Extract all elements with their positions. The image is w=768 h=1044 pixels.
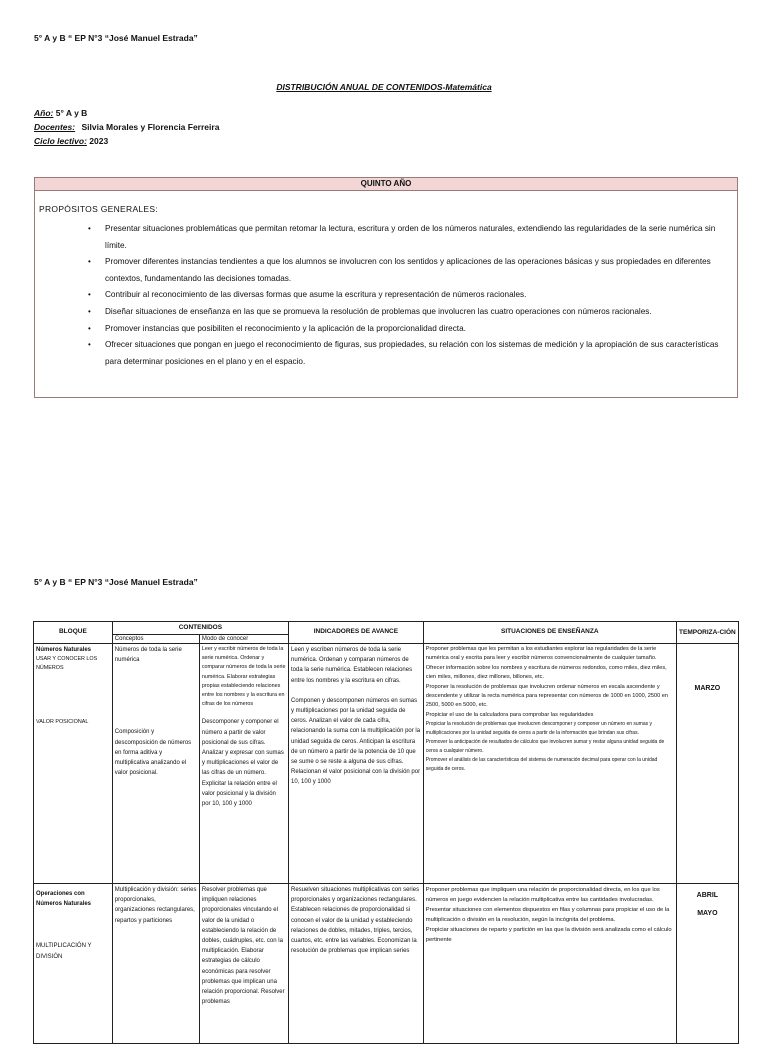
row2-bloque-sub: MULTIPLICACIÓN Y DIVISIÓN [36, 943, 92, 960]
purposes-title: PROPÓSITOS GENERALES: [39, 204, 159, 214]
bullet-icon: • [88, 306, 91, 316]
bullet-icon: • [88, 257, 91, 267]
purpose-item: • Promover diferentes instancias tendientes a que los alumnos se involucren con los sentidos y aplicaciones de las operaciones básicas y sus propiedades en diferentes contextos, fundamentando las decisiones tomadas. [105, 254, 729, 287]
row1-modo: Leer y escribir números de toda la serie numérica. Ordenar y comparar números de toda la serie numérica. Elaborar estrategias propias estableciendo relaciones entre los nombres y la escritura en cifras de los números Descomponer y componer el número a partir de valor posicional de sus cifras. Analizar y expresar con sumas y multiplicaciones el valor de las cifras de un número. Explicitar la relación entre el valor posicional y la división por 10, 100 y 1000 [199, 644, 288, 884]
purpose-item: • Presentar situaciones problemáticas que permitan retomar la lectura, escritura y orden de los números naturales, extendiendo las regularidades de la serie numérica sin límite. [105, 221, 729, 254]
row1-bloque [34, 644, 113, 884]
purpose-item: • Contribuir al reconocimiento de las diversas formas que asume la escritura y representación de números racionales. [105, 287, 729, 304]
teachers-value: Silvia Morales y Florencia Ferreira [81, 122, 220, 132]
row2-situaciones: Proponer problemas que impliquen una relación de proporcionalidad directa, en los que los números en juego evidencien la relación multiplicativa entre las cantidades involucradas. Presentar situaciones con elementos dispuestos en filas y columnas para propiciar el uso de la multiplicación o división en la resolución, según la incógnita del problema. Propiciar situaciones de reparto y partición en las que la división será analizada como el cálculo pertinente [423, 884, 676, 1044]
school-header: 5° A y B “ EP N°3 “José Manuel Estrada” [34, 33, 198, 43]
header-contenidos: CONTENIDOS [112, 622, 288, 635]
purpose-item: • Diseñar situaciones de enseñanza en las que se promueva la resolución de problemas que involucren las cuatro operaciones con números racionales. [105, 304, 729, 321]
purpose-item: • Ofrecer situaciones que pongan en juego el reconocimiento de figuras, sus propiedades, su relación con los sistemas de medición y la apropiación de sus características para determinar posiciones en el plano y en el espacio. [105, 337, 729, 370]
year-heading: QUINTO AÑO [35, 178, 737, 191]
bullet-icon: • [88, 340, 91, 350]
row2-modo: Resolver problemas que impliquen relaciones proporcionales vinculando el valor de la unidad o estableciendo la relación de dobles, cuádruples, etc. con la multiplicación. Elaborar estrategias de cálculo económicas para resolver problemas que implican una relación proporcional. Resolver problemas [199, 884, 288, 1044]
row2-month-1: ABRIL [696, 892, 719, 899]
row2-bloque [34, 884, 113, 1044]
row1-bloque-title: Números Naturales [36, 647, 92, 653]
header-situaciones: SITUACIONES DE ENSEÑANZA [423, 622, 676, 644]
bullet-icon: • [88, 323, 91, 333]
year-label: Año: [34, 108, 54, 118]
school-year-line [34, 136, 108, 146]
purpose-item: • Promover instancias que posibiliten el reconocimiento y la aplicación de la proporcionalidad directa. [105, 321, 729, 338]
teachers-label: Docentes: [34, 122, 76, 132]
year-line [34, 108, 87, 118]
contents-table [33, 621, 739, 1044]
row1-situaciones: Proponer problemas que les permitan a los estudiantes explorar las regularidades de la serie numérica oral y escrita para leer y escribir números convencionalmente de cualquier tamaño. Ofrecer información sobre los nombres y escritura de números redondos, como miles, diez miles, cien miles, millones, diez millones, billones, etc. Proponer la resolución de problemas que involucren ordenar números en escala ascendente y descendente y utilizar la recta numérica para representar con números de 1000 en 1000, 2500 en 2500, 5000 en 5000, etc. Propiciar el uso de la calculadora para comprobar las regularidades Propiciar la resolución de problemas que involucren descomponer y componer un número en sumas y multiplicaciones por la unidad seguida de ceros a partir de la información que brindan sus cifras. Promover la anticipación de resultados de cálculos que involucren sumar y restar alguna unidad seguida de ceros a cualquier número. Promover el análisis de las características del sistema de numeración decimal para operar con la unidad seguida de ceros. [423, 644, 676, 884]
teachers-line [34, 122, 219, 132]
row1-month: MARZO [676, 644, 738, 884]
school-year-value: 2023 [89, 136, 109, 146]
purposes-list [88, 221, 729, 370]
row2-conceptos: Multiplicación y división: series proporcionales, organizaciones rectangulares, repartos y particiones [112, 884, 199, 1044]
row2-months [676, 884, 738, 1044]
row1-bloque-sub: USAR Y CONOCER LOS NÚMEROS [36, 656, 98, 672]
row1-conceptos: Números de toda la serie numérica Composición y descomposición de números en forma aditiva y multiplicativa analizando el valor posicional. [112, 644, 199, 884]
header-temporizacion: TEMPORIZA-CIÓN [676, 622, 738, 644]
bullet-icon: • [88, 224, 91, 233]
row2-indicadores: Resuelven situaciones multiplicativas con series proporcionales y organizaciones rectangulares. Establecen relaciones de proporcionalidad si conocen el valor de la unidad y estableciendo relaciones de dobles, mitades, triples, tercios, cuartos, etc. entre las variables. Economizan la resolución de problemas que implican series [289, 884, 424, 1044]
school-header-second: 5° A y B “ EP N°3 “José Manuel Estrada” [34, 577, 198, 587]
header-bloque: BLOQUE [34, 622, 113, 644]
header-conceptos: Conceptos [112, 635, 199, 644]
year-value: 5° A y B [55, 108, 88, 118]
purposes-box [34, 177, 738, 398]
header-indicadores: INDICADORES DE AVANCE [289, 622, 424, 644]
document-title: DISTRIBUCIÓN ANUAL DE CONTENIDOS-Matemática [276, 82, 492, 92]
row1-bloque-sub2: VALOR POSICIONAL [36, 719, 89, 726]
header-modo: Modo de conocer [199, 635, 288, 644]
row2-bloque-title: Operaciones con Números Naturales [36, 891, 92, 908]
bullet-icon: • [88, 290, 91, 300]
row2-month-2: MAYO [697, 910, 718, 918]
school-year-label: Ciclo lectivo: [34, 136, 87, 146]
row1-indicadores: Leen y escriben números de toda la serie numérica. Ordenan y comparan números de toda la serie numérica. Establecen relaciones entre los nombres y la escritura en cifras. Componen y descomponen números en sumas y multiplicaciones por la unidad seguida de ceros. Analizan el valor de cada cifra, relacionando la suma con la multiplicación por la unidad seguida de ceros. Anticipan la escritura de un número a partir de la potencia de 10 que se sume o se reste a alguna de sus cifras. Relacionan el valor posicional con la división por 10, 100 y 1000 [289, 644, 424, 884]
